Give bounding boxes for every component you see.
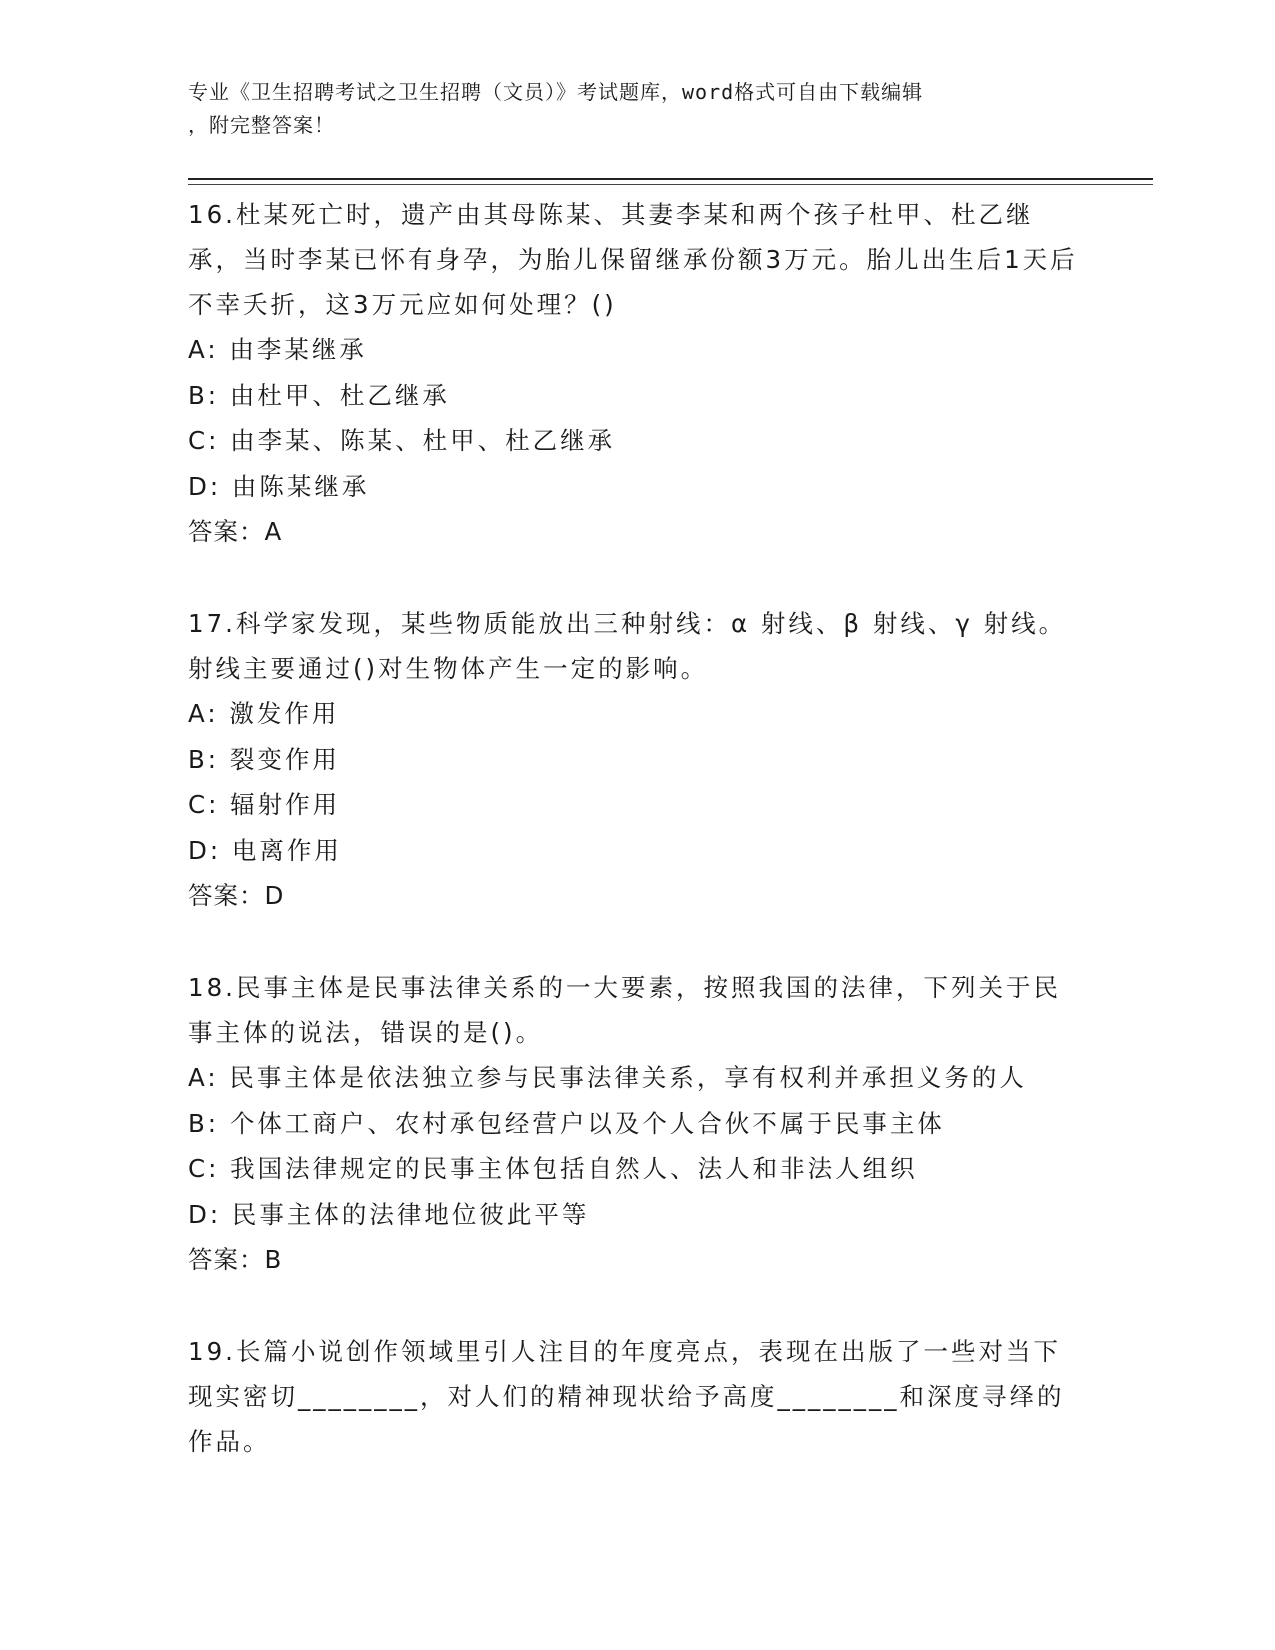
question-stem: 16.杜某死亡时，遗产由其母陈某、其妻李某和两个孩子杜甲、杜乙继承，当时李某已怀有身孕，为胎儿保留继承份额3万元。胎儿出生后1天后不幸夭折，这3万元应如何处理？() (188, 200, 1078, 319)
question-stem: 17.科学家发现，某些物质能放出三种射线：α 射线、β 射线、γ 射线。射线主要通过()对生物体产生一定的影响。 (188, 609, 1067, 683)
option-d: D: 电离作用 (188, 835, 342, 865)
header-line-2: ，附完整答案！ (188, 113, 335, 137)
option-a: A: 民事主体是依法独立参与民事法律关系，享有权利并承担义务的人 (188, 1063, 1027, 1092)
option-d: D: 由陈某继承 (188, 471, 370, 501)
header-divider (188, 178, 1153, 180)
option-b: B: 由杜甲、杜乙继承 (188, 380, 450, 410)
header-line-1: 专业《卫生招聘考试之卫生招聘（文员）》考试题库，word格式可自由下载编辑 (188, 80, 924, 104)
question-18 (188, 965, 1078, 1283)
answer-line: 答案：A (188, 517, 283, 546)
question-17 (188, 601, 1078, 919)
header-divider-thin (188, 184, 1153, 185)
option-c: C: 我国法律规定的民事主体包括自然人、法人和非法人组织 (188, 1154, 918, 1183)
question-16 (188, 192, 1078, 555)
question-stem: 19.长篇小说创作领域里引人注目的年度亮点，表现在出版了一些对当下现实密切________，对人们的精神现状给予高度________和深度寻绎的作品。 (188, 1337, 1065, 1456)
option-c: C: 由李某、陈某、杜甲、杜乙继承 (188, 426, 616, 455)
option-a: A: 由李某继承 (188, 335, 367, 364)
option-b: B: 个体工商户、农村承包经营户以及个人合伙不属于民事主体 (188, 1108, 945, 1138)
question-stem: 18.民事主体是民事法律关系的一大要素，按照我国的法律，下列关于民事主体的说法，错误的是()。 (188, 973, 1061, 1047)
option-c: C: 辐射作用 (188, 790, 341, 819)
option-b: B: 裂变作用 (188, 744, 340, 774)
option-d: D: 民事主体的法律地位彼此平等 (188, 1199, 590, 1229)
document-header (188, 76, 1068, 142)
answer-line: 答案：B (188, 1245, 283, 1274)
answer-line: 答案：D (188, 881, 285, 910)
option-a: A: 激发作用 (188, 699, 340, 728)
question-19 (188, 1329, 1078, 1464)
question-list (188, 192, 1078, 1510)
